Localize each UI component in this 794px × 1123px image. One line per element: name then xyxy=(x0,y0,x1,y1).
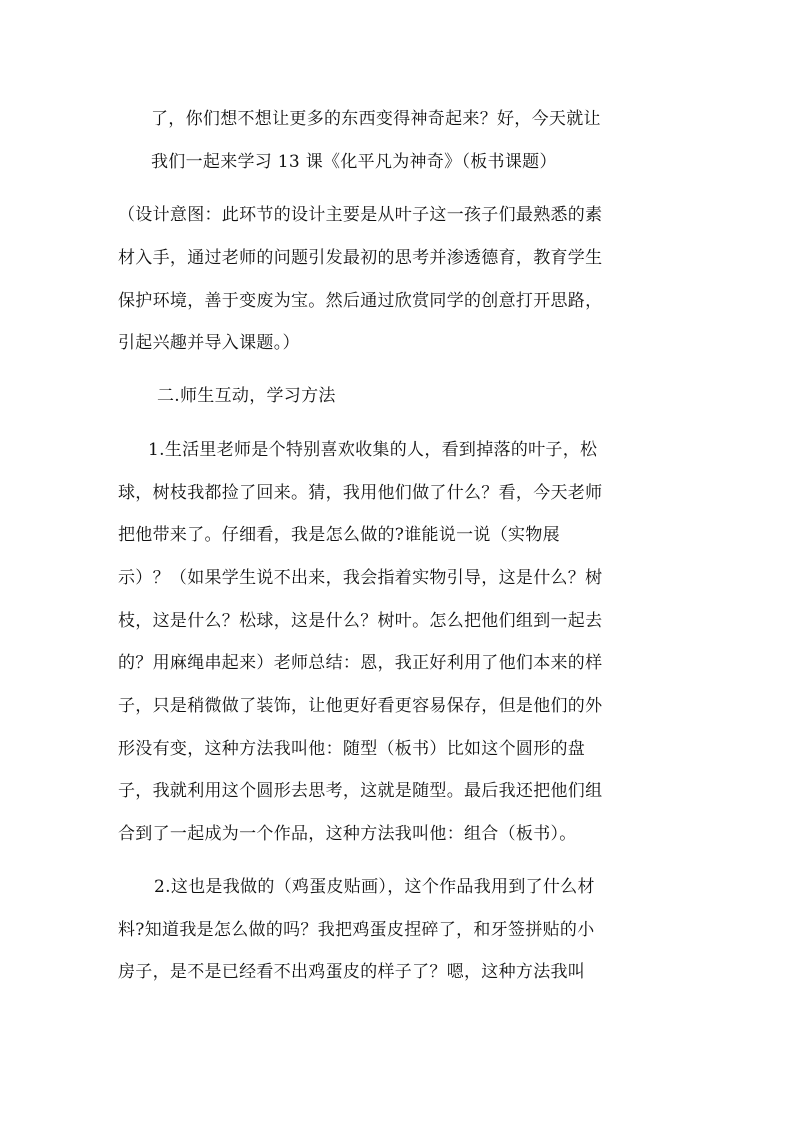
text-line: 示）？（如果学生说不出来，我会指着实物引导，这是什么？树 xyxy=(118,568,603,588)
section-heading: 二.师生互动，学习方法 xyxy=(157,386,336,406)
text-line: 1.生活里老师是个特别喜欢收集的人，看到掉落的叶子，松 xyxy=(148,440,598,460)
text-line: 球，树枝我都捡了回来。猜，我用他们做了什么？看，今天老师 xyxy=(118,483,603,503)
text-line: 形没有变，这种方法我叫他：随型（板书）比如这个圆形的盘 xyxy=(118,739,586,759)
text-line: 料?知道我是怎么做的吗？我把鸡蛋皮捏碎了，和牙签拼贴的小 xyxy=(118,920,595,940)
text-line: 房子，是不是已经看不出鸡蛋皮的样子了？嗯，这种方法我叫 xyxy=(118,962,586,982)
text-line: 子，只是稍微做了装饰，让他更好看更容易保存，但是他们的外 xyxy=(118,696,603,716)
text-line: （设计意图：此环节的设计主要是从叶子这一孩子们最熟悉的素 xyxy=(118,205,603,225)
text-line: 枝，这是什么？松球，这是什么？树叶。怎么把他们组到一起去 xyxy=(118,611,603,631)
text-line: 把他带来了。仔细看，我是怎么做的?谁能说一说（实物展 xyxy=(118,525,560,545)
text-line: 引起兴趣并导入课题。） xyxy=(118,333,300,353)
text-line: 2.这也是我做的（鸡蛋皮贴画），这个作品我用到了什么材 xyxy=(154,877,595,897)
text-line: 合到了一起成为一个作品，这种方法我叫他：组合（板书）。 xyxy=(118,824,577,844)
text-line: 保护环境，善于变废为宝。然后通过欣赏同学的创意打开思路， xyxy=(118,291,603,311)
text-line: 子，我就利用这个圆形去思考，这就是随型。最后我还把他们组 xyxy=(118,781,603,801)
text-line: 材入手，通过老师的问题引发最初的思考并渗透德育，教育学生 xyxy=(118,248,603,268)
text-line: 的？用麻绳串起来）老师总结：恩，我正好利用了他们本来的样 xyxy=(118,653,603,673)
text-line: 我们一起来学习 13 课《化平凡为神奇》（板书课题） xyxy=(151,152,557,172)
text-line: 了，你们想不想让更多的东西变得神奇起来？好，今天就让 xyxy=(151,109,601,129)
